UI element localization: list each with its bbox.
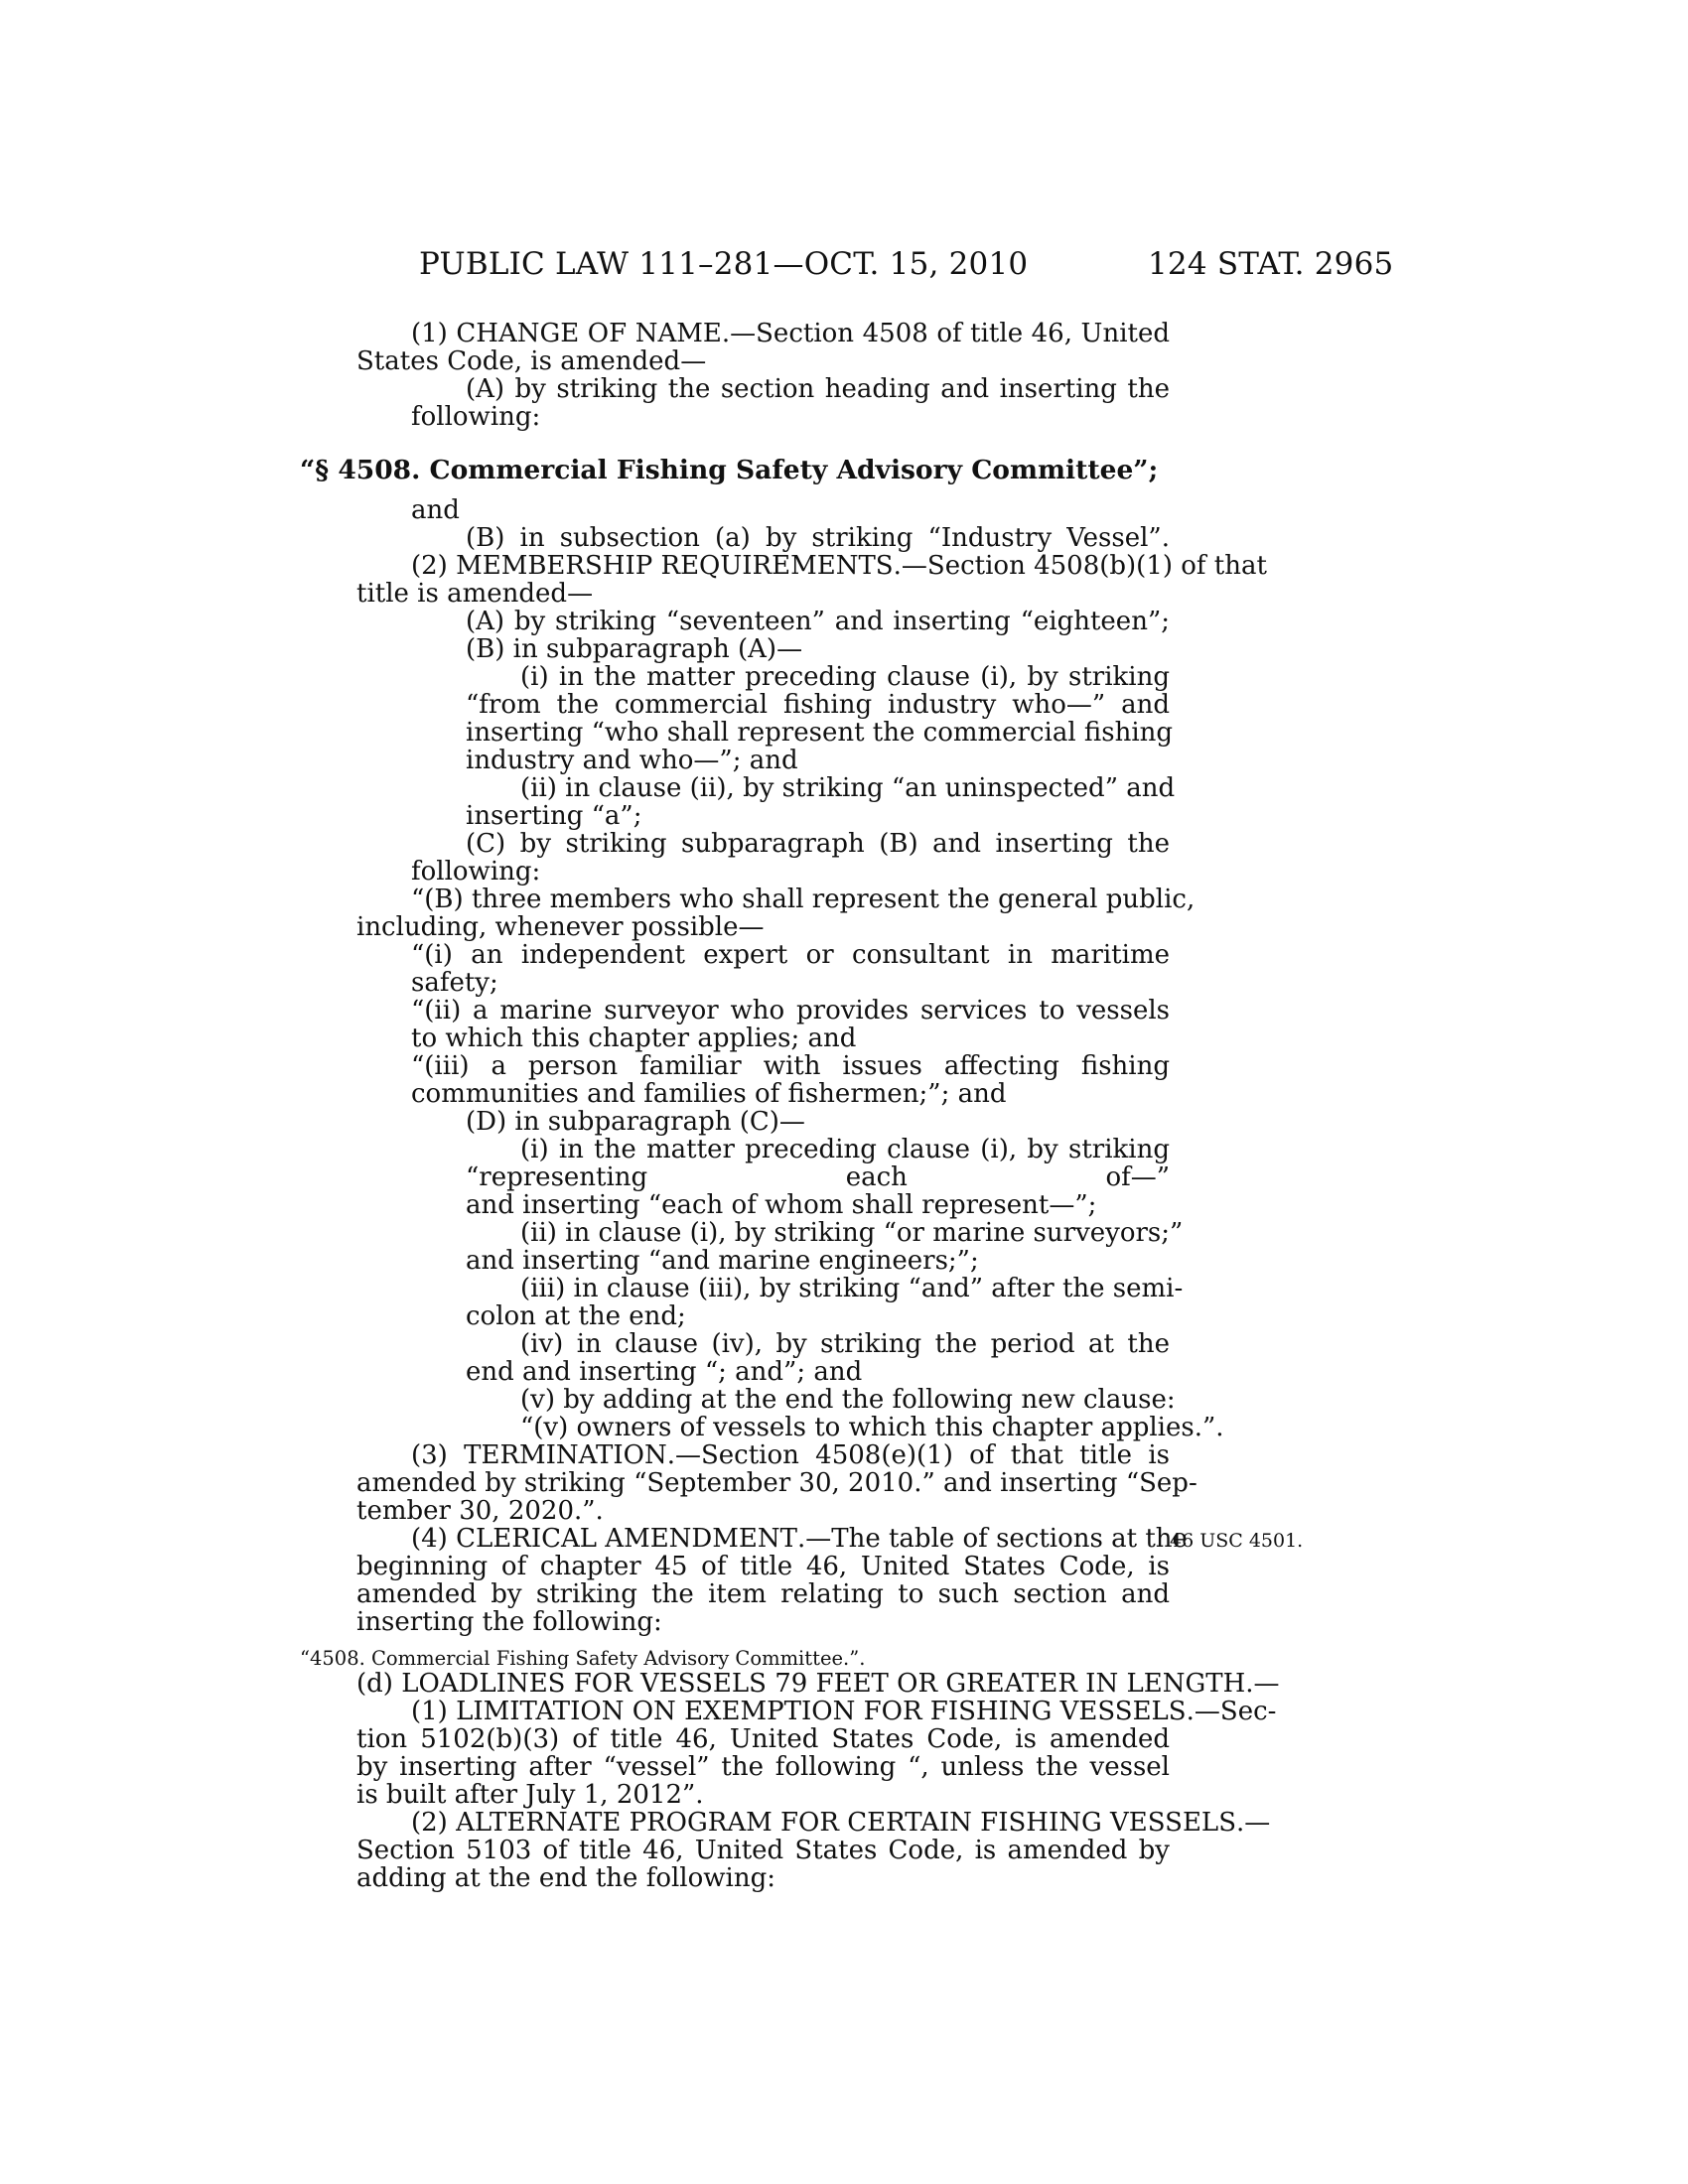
paragraph-line: is built after July 1, 2012”. <box>356 1780 704 1810</box>
paragraph-line: inserting “who shall represent the commercial fishing <box>466 718 1174 748</box>
paragraph-line: (1) CHANGE OF NAME.—Section 4508 of title 46, United <box>411 319 1171 348</box>
paragraph-line: (2) ALTERNATE PROGRAM FOR CERTAIN FISHING VESSELS.— <box>411 1808 1271 1838</box>
paragraph-line: by inserting after “vessel” the following “, unless the vessel <box>356 1752 1170 1782</box>
paragraph-line: (1) LIMITATION ON EXEMPTION FOR FISHING VESSELS.—Sec- <box>411 1697 1277 1726</box>
paragraph-line: amended by striking “September 30, 2010.” and inserting “Sep- <box>356 1468 1197 1498</box>
paragraph-line: safety; <box>411 968 498 998</box>
paragraph-line: following: <box>411 402 541 432</box>
margin-note: 46 USC 4501. <box>1170 1530 1304 1552</box>
paragraph-line: Section 5103 of title 46, United States Code, is amended by <box>356 1836 1170 1865</box>
subsection-heading: (d) LOADLINES FOR VESSELS 79 FEET OR GREATER IN LENGTH.— <box>356 1669 1280 1699</box>
paragraph-line: “(B) three members who shall represent the general public, <box>411 885 1196 914</box>
paragraph-line: “representing each of—” <box>466 1162 1171 1192</box>
paragraph-line: (D) in subparagraph (C)— <box>466 1107 805 1137</box>
paragraph-line: inserting “a”; <box>466 801 642 831</box>
paragraph-line: (A) by striking “seventeen” and inserting “eighteen”; <box>466 607 1170 636</box>
paragraph-line: inserting the following: <box>356 1607 662 1637</box>
paragraph-line: States Code, is amended— <box>356 346 707 376</box>
paragraph-line: adding at the end the following: <box>356 1863 775 1893</box>
paragraph-line: (ii) in clause (ii), by striking “an uninspected” and <box>520 773 1176 803</box>
paragraph-line: tion 5102(b)(3) of title 46, United States Code, is amended <box>356 1724 1170 1754</box>
running-header-left: PUBLIC LAW 111–281—OCT. 15, 2010 <box>419 246 1029 282</box>
paragraph-line: including, whenever possible— <box>356 912 765 942</box>
section-heading: “§ 4508. Commercial Fishing Safety Advisory Committee”; <box>300 455 1159 485</box>
paragraph-line: amended by striking the item relating to such section and <box>356 1579 1170 1609</box>
paragraph-line: (ii) in clause (i), by striking “or marine surveyors;” <box>520 1218 1184 1248</box>
paragraph-line: (B) in subparagraph (A)— <box>466 634 803 664</box>
paragraph-line: colon at the end; <box>466 1301 686 1331</box>
paragraph-line: (2) MEMBERSHIP REQUIREMENTS.—Section 4508(b)(1) of that <box>411 551 1267 581</box>
paragraph-line: and inserting “each of whom shall represent—”; <box>466 1190 1097 1220</box>
paragraph-line: industry and who—”; and <box>466 746 798 775</box>
paragraph-line: tember 30, 2020.”. <box>356 1496 604 1526</box>
paragraph-line: (iii) in clause (iii), by striking “and” after the semi- <box>520 1274 1184 1303</box>
paragraph-line: beginning of chapter 45 of title 46, United States Code, is <box>356 1552 1170 1581</box>
paragraph-line: and <box>411 495 460 525</box>
paragraph-line: “(iii) a person familiar with issues affecting fishing <box>411 1051 1170 1081</box>
paragraph-line: “(i) an independent expert or consultant in maritime <box>411 940 1170 970</box>
paragraph-line: and inserting “and marine engineers;”; <box>466 1246 979 1276</box>
paragraph-line: following: <box>411 857 541 887</box>
table-of-sections-item: “4508. Commercial Fishing Safety Advisory Committee.”. <box>300 1647 866 1670</box>
paragraph-line: (i) in the matter preceding clause (i), by striking <box>520 1135 1170 1164</box>
paragraph-line: (4) CLERICAL AMENDMENT.—The table of sections at the <box>411 1524 1188 1554</box>
paragraph-line: (v) by adding at the end the following new clause: <box>520 1385 1176 1415</box>
paragraph-line: communities and families of fishermen;”; and <box>411 1079 1007 1109</box>
paragraph-line: (C) by striking subparagraph (B) and inserting the <box>466 829 1170 859</box>
running-header-right: 124 STAT. 2965 <box>1148 246 1394 282</box>
paragraph-line: (iv) in clause (iv), by striking the period at the <box>520 1329 1170 1359</box>
paragraph-line: “from the commercial fishing industry who—” and <box>466 690 1170 720</box>
paragraph-line: (3) TERMINATION.—Section 4508(e)(1) of that title is <box>411 1440 1171 1470</box>
paragraph-line: “(v) owners of vessels to which this chapter applies.”. <box>520 1413 1224 1442</box>
paragraph-line: title is amended— <box>356 579 594 609</box>
paragraph-line: “(ii) a marine surveyor who provides services to vessels <box>411 996 1170 1025</box>
paragraph-line: (A) by striking the section heading and inserting the <box>466 374 1170 404</box>
paragraph-line: end and inserting “; and”; and <box>466 1357 863 1387</box>
paragraph-line: (i) in the matter preceding clause (i), by striking <box>520 662 1170 692</box>
paragraph-line: (B) in subsection (a) by striking “Industry Vessel”. <box>466 523 1170 553</box>
paragraph-line: to which this chapter applies; and <box>411 1024 857 1053</box>
